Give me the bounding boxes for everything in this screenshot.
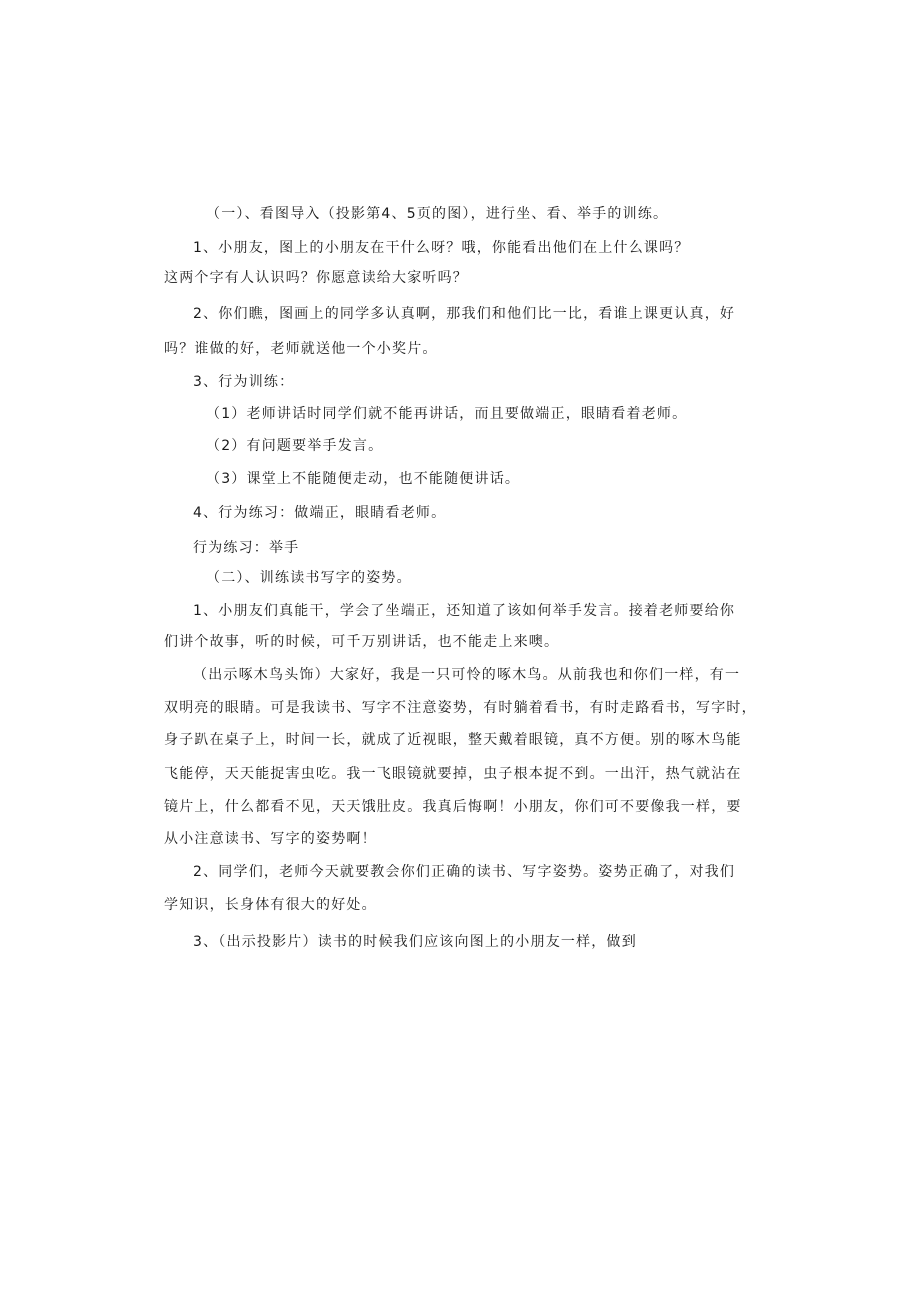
paragraph-line: （出示啄木鸟头饰）大家好，我是一只可怜的啄木鸟。从前我也和你们一样，有一 [193, 667, 741, 683]
list-item: （2）有问题要举手发言。 [206, 438, 384, 454]
paragraph-line: 双明亮的眼睛。可是我读书、写字不注意姿势，有时躺着看书，有时走路看书，写字时， [164, 700, 757, 716]
paragraph-line: 3、行为训练： [193, 374, 295, 390]
paragraph-line: 镜片上，什么都看不见，天天饿肚皮。我真后悔啊！小朋友，你们可不要像我一样，要 [164, 799, 742, 815]
paragraph-line: 从小注意读书、写字的姿势啊！ [164, 831, 377, 847]
paragraph-line: 2、同学们，老师今天就要教会你们正确的读书、写字姿势。姿势正确了，对我们 [193, 864, 736, 880]
paragraph-line: 行为练习：举手 [193, 540, 300, 556]
paragraph-line: 2、你们瞧，图画上的同学多认真啊，那我们和他们比一比，看谁上课更认真，好 [193, 306, 736, 322]
paragraph-line: 这两个字有人认识吗？你愿意读给大家听吗？ [164, 270, 468, 286]
paragraph-line: 1、小朋友们真能干，学会了坐端正，还知道了该如何举手发言。接着老师要给你 [193, 603, 736, 619]
paragraph-line: 4、行为练习：做端正，眼睛看老师。 [193, 505, 447, 521]
paragraph-line: 身子趴在桌子上，时间一长，就成了近视眼，整天戴着眼镜，真不方便。别的啄木鸟能 [164, 732, 742, 748]
paragraph-line: 吗？谁做的好，老师就送他一个小奖片。 [164, 341, 438, 357]
paragraph-line: 3、（出示投影片）读书的时候我们应该向图上的小朋友一样，做到 [193, 934, 637, 950]
paragraph-line: 飞能停，天天能捉害虫吃。我一飞眼镜就要掉，虫子根本捉不到。一出汗，热气就沾在 [164, 766, 742, 782]
paragraph-line: 们讲个故事，听的时候，可千万别讲话，也不能走上来噢。 [164, 634, 560, 650]
section1-heading: （一）、看图导入（投影第4、5页的图），进行坐、看、举手的训练。 [206, 206, 669, 222]
paragraph-line: 学知识，长身体有很大的好处。 [164, 897, 377, 913]
section2-heading: （二）、训练读书写字的姿势。 [206, 570, 412, 586]
list-item: （1）老师讲话时同学们就不能再讲话，而且要做端正，眼睛看着老师。 [206, 406, 688, 422]
paragraph-line: 1、小朋友，图上的小朋友在干什么呀？哦，你能看出他们在上什么课吗？ [193, 240, 690, 256]
list-item: （3）课堂上不能随便走动，也不能随便讲话。 [206, 471, 521, 487]
